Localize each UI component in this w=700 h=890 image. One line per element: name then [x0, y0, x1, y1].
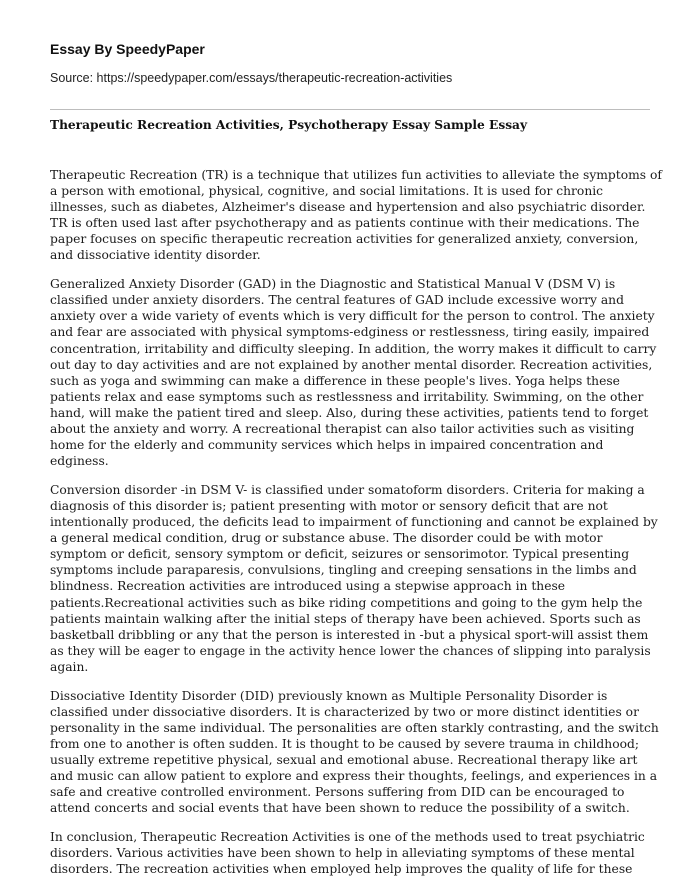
header-divider [50, 109, 650, 110]
paragraph-conversion: Conversion disorder -in DSM V- is classified under somatoform disorders. Criteria for making a diagnosis of this disorder is; patient presenting with motor or sensory deficit that are not intentionally produced, the deficits lead to impairment of functioning and cannot be explained by a general medical condition, drug or substance abuse. The disorder could be with motor symptom or deficit, sensory symptom or deficit, seizures or sensorimotor. Typical presenting symptoms include paraparesis, convulsions, tingling and creeping sensations in the limbs and blindness. Recreation activities are introduced using a stepwise approach in these patients.Recreational activities such as bike riding competitions and going to the gym help the patients maintain walking after the initial steps of therapy have been achieved. Sports such as basketball dribbling or any that the person is interested in -but a physical sport-will assist them as they will be eager to engage in the activity hence lower the chances of slipping into paralysis again. [50, 482, 658, 674]
paragraph-gad: Generalized Anxiety Disorder (GAD) in the Diagnostic and Statistical Manual V (DSM V) is classified under anxiety disorders. The central features of GAD include excessive worry and anxiety over a wide variety of events which is very difficult for the person to control. The anxiety and fear are associated with physical symptoms-edginess or restlessness, tiring easily, impaired concentration, irritability and difficulty sleeping. In addition, the worry makes it difficult to carry out day to day activities and are not explained by another mental disorder. Recreation activities, such as yoga and swimming can make a difference in these people's lives. Yoga helps these patients relax and ease symptoms such as restlessness and irritability. Swimming, on the other hand, will make the patient tired and sleep. Also, during these activities, patients tend to forget about the anxiety and worry. A recreational therapist can also tailor activities such as visiting home for the elderly and community services which helps in impaired concentration and edginess. [50, 277, 657, 469]
document-brand: Essay By SpeedyPaper [50, 41, 205, 57]
document-source: Source: https://speedypaper.com/essays/therapeutic-recreation-activities [50, 71, 453, 85]
document-body [50, 167, 662, 890]
paragraph-intro: Therapeutic Recreation (TR) is a technique that utilizes fun activities to alleviate the symptoms of a person with emotional, physical, cognitive, and social limitations. It is used for chronic illnesses, such as diabetes, Alzheimer's disease and hypertension and also psychiatric disorder. TR is often used last after psychotherapy and as patients continue with their medications. The paper focuses on specific therapeutic recreation activities for generalized anxiety, conversion, and dissociative identity disorder. [50, 168, 662, 263]
paragraph-did: Dissociative Identity Disorder (DID) previously known as Multiple Personality Disorder is classified under dissociative disorders. It is characterized by two or more distinct identities or personality in the same individual. The personalities are often starkly contrasting, and the switch from one to another is often sudden. It is thought to be caused by severe trauma in childhood; usually extreme repetitive physical, sexual and emotional abuse. Recreational therapy like art and music can allow patient to explore and express their thoughts, feelings, and experiences in a safe and creative controlled environment. Persons suffering from DID can be encouraged to attend concerts and social events that have been shown to reduce the possibility of a switch. [50, 688, 659, 816]
paragraph-conclusion: In conclusion, Therapeutic Recreation Activities is one of the methods used to treat psychiatric disorders. Various activities have been shown to help in alleviating symptoms of these mental disorders. The recreation activities when employed help improves the quality of life for these [50, 829, 645, 877]
document-title: Therapeutic Recreation Activities, Psychotherapy Essay Sample Essay [50, 118, 528, 132]
